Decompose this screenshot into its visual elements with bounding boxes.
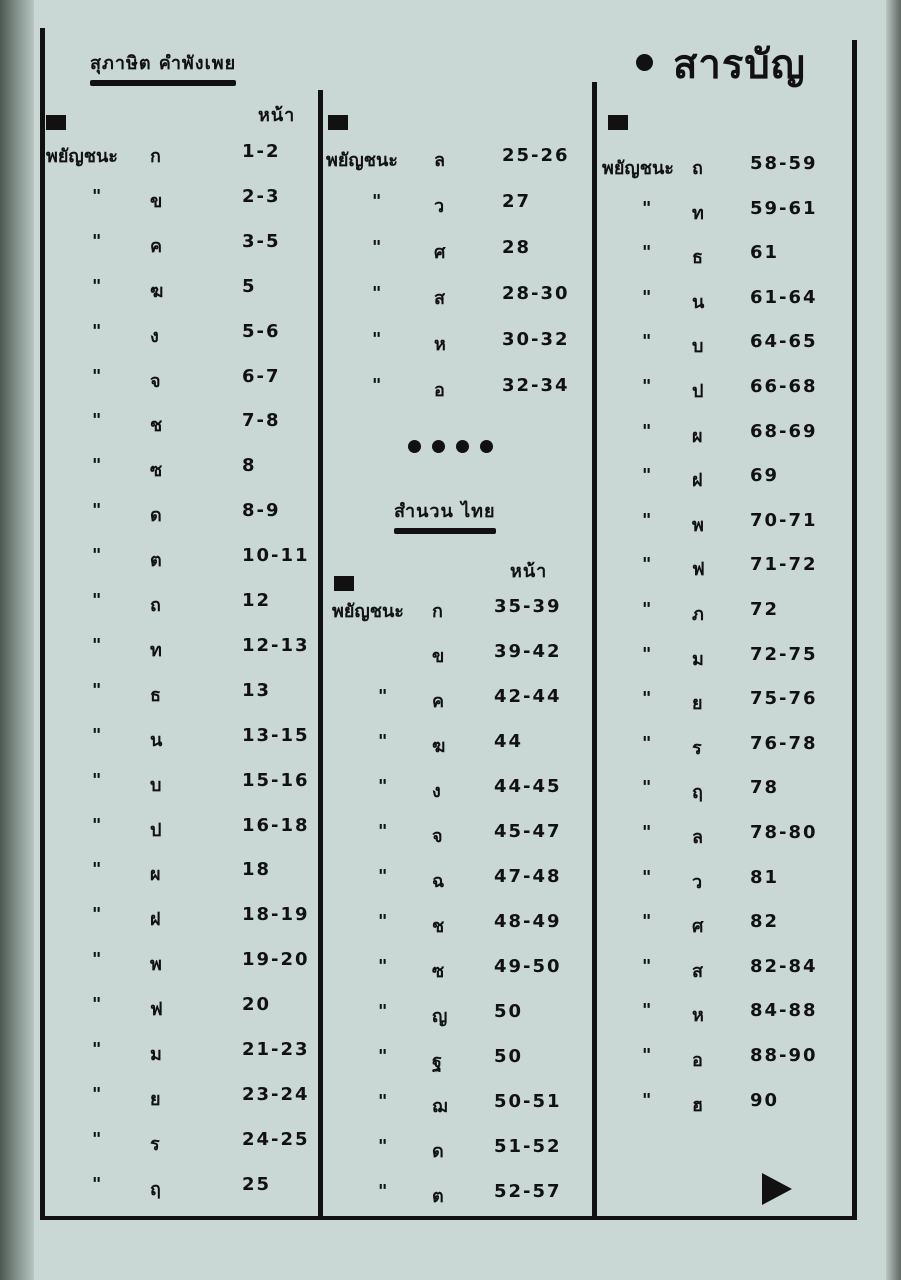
section1-heading-text: สุภาษิต คำพังเพย xyxy=(90,53,237,74)
entry-letter: ค xyxy=(432,691,445,712)
entry-pages: 84-88 xyxy=(750,1000,818,1022)
toc-entry xyxy=(46,770,314,800)
entry-pages: 64-65 xyxy=(750,331,818,353)
entry-label: " xyxy=(642,242,652,264)
entry-letter: ว xyxy=(692,871,703,893)
toc-entry xyxy=(602,1090,848,1120)
entry-letter: ผ xyxy=(150,864,161,886)
entry-letter: อ xyxy=(434,380,445,401)
entry-label: " xyxy=(642,554,652,576)
entry-label: " xyxy=(92,365,102,387)
entry-label: พยัญชนะ xyxy=(602,158,674,179)
entry-pages: 71-72 xyxy=(750,554,818,576)
entry-label: " xyxy=(92,724,102,746)
entry-pages: 23-24 xyxy=(242,1083,310,1105)
toc-entry xyxy=(332,1001,588,1031)
entry-letter: ส xyxy=(692,960,703,982)
entry-letter: ร xyxy=(692,737,702,759)
entry-pages: 51-52 xyxy=(494,1136,562,1157)
toc-entry xyxy=(602,688,848,718)
entry-letter: น xyxy=(150,729,163,751)
entry-label: " xyxy=(378,821,388,842)
toc-entry xyxy=(46,141,314,171)
toc-entry xyxy=(332,956,588,986)
entry-label: " xyxy=(642,197,652,219)
entry-letter: ม xyxy=(692,648,704,670)
square-bullet-icon xyxy=(608,115,628,130)
entry-label: " xyxy=(92,185,102,207)
entry-label: " xyxy=(92,1083,102,1105)
entry-letter: ถ xyxy=(692,158,703,179)
entry-letter: ธ xyxy=(692,247,703,269)
entry-letter: ส xyxy=(434,288,445,309)
entry-label: " xyxy=(642,1045,652,1066)
entry-pages: 7-8 xyxy=(242,410,281,432)
toc-entry xyxy=(46,545,314,575)
entry-label: " xyxy=(92,230,102,252)
entry-pages: 68-69 xyxy=(750,420,818,442)
entry-letter: ผ xyxy=(692,425,703,447)
toc-entry xyxy=(602,510,848,540)
entry-letter: ศ xyxy=(692,916,704,938)
entry-letter: ธ xyxy=(150,684,161,706)
entry-pages: 58-59 xyxy=(750,153,818,174)
entry-letter: ฌ xyxy=(432,1096,448,1117)
entry-letter: พ xyxy=(150,954,162,976)
entry-label: " xyxy=(92,1039,102,1060)
toc-entry xyxy=(46,500,314,530)
toc-entry xyxy=(602,1000,848,1030)
entry-pages: 82-84 xyxy=(750,955,818,977)
entry-label: " xyxy=(92,994,102,1016)
entry-letter: ซ xyxy=(432,961,445,982)
toc-entry xyxy=(602,1045,848,1075)
toc-entry xyxy=(332,776,588,806)
entry-pages: 5-6 xyxy=(242,320,281,342)
entry-letter: จ xyxy=(150,370,161,392)
entry-letter: ร xyxy=(150,1133,160,1155)
left-border xyxy=(40,28,45,1220)
entry-pages: 45-47 xyxy=(494,821,562,842)
entry-label: " xyxy=(92,859,102,881)
entry-letter: ฮ xyxy=(692,1094,703,1116)
entry-pages: 25 xyxy=(242,1173,272,1195)
entry-pages: 3-5 xyxy=(242,230,281,252)
toc-entry xyxy=(326,237,588,267)
toc-entry xyxy=(46,231,314,261)
entry-label: " xyxy=(92,410,102,432)
entry-letter: ฟ xyxy=(692,559,705,581)
entry-pages: 30-32 xyxy=(502,329,570,350)
entry-label: พยัญชนะ xyxy=(326,150,398,171)
entry-letter: ท xyxy=(150,639,162,661)
toc-entry xyxy=(46,1129,314,1159)
entry-label: " xyxy=(642,1000,652,1022)
entry-pages: 61 xyxy=(750,242,780,264)
toc-entry xyxy=(332,731,588,761)
entry-pages: 19-20 xyxy=(242,949,310,971)
toc-entry xyxy=(602,331,848,361)
toc-entry xyxy=(602,911,848,941)
toc-entry xyxy=(332,866,588,896)
toc-entry xyxy=(46,455,314,485)
entry-label: " xyxy=(92,320,102,342)
toc-entry xyxy=(332,821,588,851)
entry-pages: 16-18 xyxy=(242,814,310,836)
entry-pages: 66-68 xyxy=(750,376,818,397)
entry-letter: จ xyxy=(432,826,443,847)
entry-pages: 2-3 xyxy=(242,185,281,207)
entry-letter: บ xyxy=(692,336,704,358)
toc-entry xyxy=(326,191,588,221)
toc-entry xyxy=(602,421,848,451)
column-divider-2 xyxy=(592,82,597,1220)
square-bullet-icon xyxy=(328,115,348,130)
entry-pages: 35-39 xyxy=(494,596,562,617)
entry-pages: 44 xyxy=(494,731,524,752)
toc-entry xyxy=(602,644,848,674)
entry-label: " xyxy=(92,275,102,297)
page-edge-left xyxy=(0,0,34,1280)
toc-entry xyxy=(46,321,314,351)
entry-letter: อ xyxy=(692,1050,703,1071)
square-bullet-icon xyxy=(334,576,354,591)
entry-label: " xyxy=(642,420,652,442)
entry-letter: ก xyxy=(150,146,161,167)
entry-pages: 50 xyxy=(494,1001,524,1022)
entry-letter: ข xyxy=(150,190,163,212)
entry-letter: ฝ xyxy=(692,470,703,492)
entry-pages: 69 xyxy=(750,465,780,487)
heading-underline xyxy=(394,528,496,534)
entry-pages: 72 xyxy=(750,599,780,620)
toc-entry xyxy=(332,686,588,716)
page-title-text: สารบัญ xyxy=(673,42,806,88)
entry-pages: 1-2 xyxy=(242,141,281,162)
entry-label: " xyxy=(378,866,388,887)
toc-entry xyxy=(602,956,848,986)
entry-pages: 59-61 xyxy=(750,197,818,219)
entry-label: " xyxy=(642,955,652,977)
toc-entry xyxy=(602,198,848,228)
entry-letter: ก xyxy=(432,601,443,622)
entry-letter: ถ xyxy=(150,595,161,616)
entry-label: พยัญชนะ xyxy=(332,601,404,622)
entry-letter: ล xyxy=(434,150,446,171)
entry-pages: 27 xyxy=(502,191,532,212)
entry-label: " xyxy=(92,814,102,836)
toc-entry xyxy=(326,283,588,313)
entry-label: " xyxy=(378,1136,388,1157)
entry-letter: ฐ xyxy=(432,1051,442,1072)
entry-letter: ล xyxy=(692,827,704,848)
entry-letter: ฝ xyxy=(150,909,161,931)
page-title xyxy=(636,32,806,96)
toc-entry xyxy=(332,596,588,626)
entry-letter: ท xyxy=(692,202,704,224)
bottom-rule xyxy=(40,1216,857,1220)
toc-entry xyxy=(46,1174,314,1204)
toc-entry xyxy=(602,465,848,495)
entry-letter: ญ xyxy=(432,1006,448,1027)
entry-label: " xyxy=(642,1089,652,1111)
entry-label: " xyxy=(378,911,388,932)
entry-label: " xyxy=(642,777,652,799)
entry-label: " xyxy=(642,599,652,620)
entry-pages: 78-80 xyxy=(750,822,818,843)
page-edge-right xyxy=(886,0,901,1280)
entry-label: " xyxy=(372,375,382,396)
entry-label: " xyxy=(92,590,102,611)
toc-entry xyxy=(46,1039,314,1069)
toc-entry xyxy=(602,554,848,584)
toc-entry xyxy=(602,287,848,317)
entry-letter: ซ xyxy=(150,460,163,482)
entry-pages: 6-7 xyxy=(242,365,281,387)
section1-heading xyxy=(90,48,236,86)
entry-letter: พ xyxy=(692,514,704,536)
entry-pages: 49-50 xyxy=(494,956,562,977)
entry-label: " xyxy=(642,465,652,487)
entry-letter: ศ xyxy=(434,242,446,263)
entry-letter: ย xyxy=(150,1088,161,1110)
entry-pages: 20 xyxy=(242,994,272,1016)
entry-letter: ข xyxy=(432,646,445,667)
entry-label: " xyxy=(372,237,382,258)
entry-pages: 76-78 xyxy=(750,732,818,754)
toc-entry xyxy=(46,949,314,979)
entry-label: " xyxy=(378,731,388,752)
entry-label: " xyxy=(642,866,652,888)
entry-label: " xyxy=(92,500,102,522)
toc-entry xyxy=(332,1136,588,1166)
entry-letter: ด xyxy=(150,505,162,527)
entry-label: " xyxy=(92,545,102,567)
toc-entry xyxy=(46,725,314,755)
entry-pages: 21-23 xyxy=(242,1039,310,1060)
entry-letter: ป xyxy=(692,381,704,402)
section2-page-label: หน้า xyxy=(510,561,548,582)
toc-entry xyxy=(46,1084,314,1114)
entry-letter: ง xyxy=(150,325,159,347)
entry-label: " xyxy=(92,455,102,477)
entry-pages: 72-75 xyxy=(750,643,818,665)
entry-letter: ต xyxy=(150,550,162,572)
entry-label: " xyxy=(372,191,382,212)
toc-entry xyxy=(46,994,314,1024)
entry-pages: 12 xyxy=(242,590,272,611)
toc-entry xyxy=(46,590,314,620)
toc-entry xyxy=(46,635,314,665)
entry-pages: 78 xyxy=(750,777,780,799)
entry-label: " xyxy=(92,769,102,791)
entry-label: " xyxy=(642,286,652,308)
toc-entry xyxy=(46,680,314,710)
entry-label: " xyxy=(642,331,652,353)
entry-label: " xyxy=(92,1173,102,1195)
entry-pages: 47-48 xyxy=(494,866,562,887)
entry-pages: 18 xyxy=(242,859,272,881)
entry-pages: 12-13 xyxy=(242,634,310,656)
section1-page-label: หน้า xyxy=(258,105,296,126)
entry-pages: 81 xyxy=(750,866,780,888)
entry-letter: ห xyxy=(434,334,446,355)
entry-label: " xyxy=(372,329,382,350)
section2-heading xyxy=(394,496,496,534)
toc-entry xyxy=(46,815,314,845)
entry-pages: 8 xyxy=(242,455,257,477)
toc-entry xyxy=(326,375,588,405)
toc-entry xyxy=(602,733,848,763)
entry-letter: ค xyxy=(150,235,163,257)
entry-letter: ฆ xyxy=(150,280,164,302)
entry-pages: 18-19 xyxy=(242,904,310,926)
entry-pages: 50-51 xyxy=(494,1091,562,1112)
entry-label: " xyxy=(372,283,382,304)
entry-letter: ต xyxy=(432,1186,444,1207)
entry-label: " xyxy=(378,1091,388,1112)
entry-label: " xyxy=(92,1128,102,1150)
entry-pages: 15-16 xyxy=(242,769,310,791)
entry-pages: 5 xyxy=(242,275,257,297)
entry-pages: 13-15 xyxy=(242,724,310,746)
entry-pages: 90 xyxy=(750,1089,780,1111)
entry-letter: ช xyxy=(150,415,163,437)
entry-label: " xyxy=(642,822,652,843)
toc-entry xyxy=(46,410,314,440)
entry-letter: ช xyxy=(432,916,445,937)
toc-entry xyxy=(602,242,848,272)
entry-label: " xyxy=(378,956,388,977)
toc-entry xyxy=(326,145,588,175)
entry-pages: 48-49 xyxy=(494,911,562,932)
toc-entry xyxy=(602,822,848,852)
separator-dots xyxy=(408,440,493,453)
toc-entry xyxy=(46,904,314,934)
toc-entry xyxy=(46,186,314,216)
entry-letter: ฤ xyxy=(692,782,703,804)
entry-pages: 32-34 xyxy=(502,375,570,396)
entry-label: " xyxy=(92,679,102,701)
entry-pages: 39-42 xyxy=(494,641,562,662)
toc-entry xyxy=(332,641,588,671)
entry-letter: ม xyxy=(150,1044,162,1065)
heading-underline xyxy=(90,80,236,86)
toc-entry xyxy=(602,153,848,183)
next-page-arrow-icon xyxy=(762,1173,792,1205)
right-border xyxy=(852,40,857,1216)
toc-entry xyxy=(46,276,314,306)
toc-entry xyxy=(332,1046,588,1076)
entry-letter: ภ xyxy=(692,604,704,625)
entry-letter: ว xyxy=(434,196,445,217)
toc-entry xyxy=(602,376,848,406)
toc-entry xyxy=(602,867,848,897)
entry-pages: 28 xyxy=(502,237,532,258)
toc-entry xyxy=(332,911,588,941)
entry-letter: ห xyxy=(692,1005,704,1027)
toc-entry xyxy=(602,599,848,629)
entry-letter: ย xyxy=(692,693,703,715)
entry-letter: ฟ xyxy=(150,999,163,1021)
entry-letter: บ xyxy=(150,774,162,796)
toc-entry xyxy=(602,777,848,807)
entry-label: " xyxy=(642,732,652,754)
entry-label: พยัญชนะ xyxy=(46,146,118,167)
entry-pages: 44-45 xyxy=(494,776,562,797)
entry-letter: น xyxy=(692,291,705,313)
entry-letter: ฉ xyxy=(432,871,445,892)
entry-pages: 52-57 xyxy=(494,1181,562,1202)
entry-pages: 28-30 xyxy=(502,283,570,304)
entry-pages: 70-71 xyxy=(750,509,818,531)
entry-label: " xyxy=(642,376,652,397)
entry-label: " xyxy=(642,643,652,665)
entry-label: " xyxy=(642,509,652,531)
toc-entry xyxy=(46,859,314,889)
entry-pages: 10-11 xyxy=(242,545,310,567)
entry-label: " xyxy=(378,1181,388,1202)
entry-label: " xyxy=(378,1001,388,1022)
entry-label: " xyxy=(642,688,652,710)
entry-label: " xyxy=(378,776,388,797)
column-divider-1 xyxy=(318,90,323,1216)
bullet-dot-icon xyxy=(636,54,653,71)
entry-letter: ด xyxy=(432,1141,444,1162)
toc-entry xyxy=(326,329,588,359)
entry-letter: ป xyxy=(150,819,162,841)
entry-pages: 50 xyxy=(494,1046,524,1067)
entry-label: " xyxy=(378,1046,388,1067)
entry-pages: 25-26 xyxy=(502,145,570,166)
section2-heading-text: สำนวน ไทย xyxy=(394,501,496,522)
entry-label: " xyxy=(92,949,102,971)
entry-pages: 82 xyxy=(750,911,780,933)
entry-label: " xyxy=(642,911,652,933)
entry-label: " xyxy=(378,686,388,707)
entry-pages: 42-44 xyxy=(494,686,562,707)
entry-letter: ฤ xyxy=(150,1178,161,1200)
entry-pages: 8-9 xyxy=(242,500,281,522)
entry-label: " xyxy=(92,904,102,926)
entry-pages: 75-76 xyxy=(750,688,818,710)
entry-pages: 24-25 xyxy=(242,1128,310,1150)
entry-pages: 13 xyxy=(242,679,272,701)
toc-entry xyxy=(332,1181,588,1211)
entry-letter: ฆ xyxy=(432,736,446,757)
entry-pages: 61-64 xyxy=(750,286,818,308)
toc-entry xyxy=(46,366,314,396)
toc-entry xyxy=(332,1091,588,1121)
square-bullet-icon xyxy=(46,115,66,130)
entry-letter: ง xyxy=(432,781,441,802)
entry-label: " xyxy=(92,634,102,656)
entry-pages: 88-90 xyxy=(750,1045,818,1066)
